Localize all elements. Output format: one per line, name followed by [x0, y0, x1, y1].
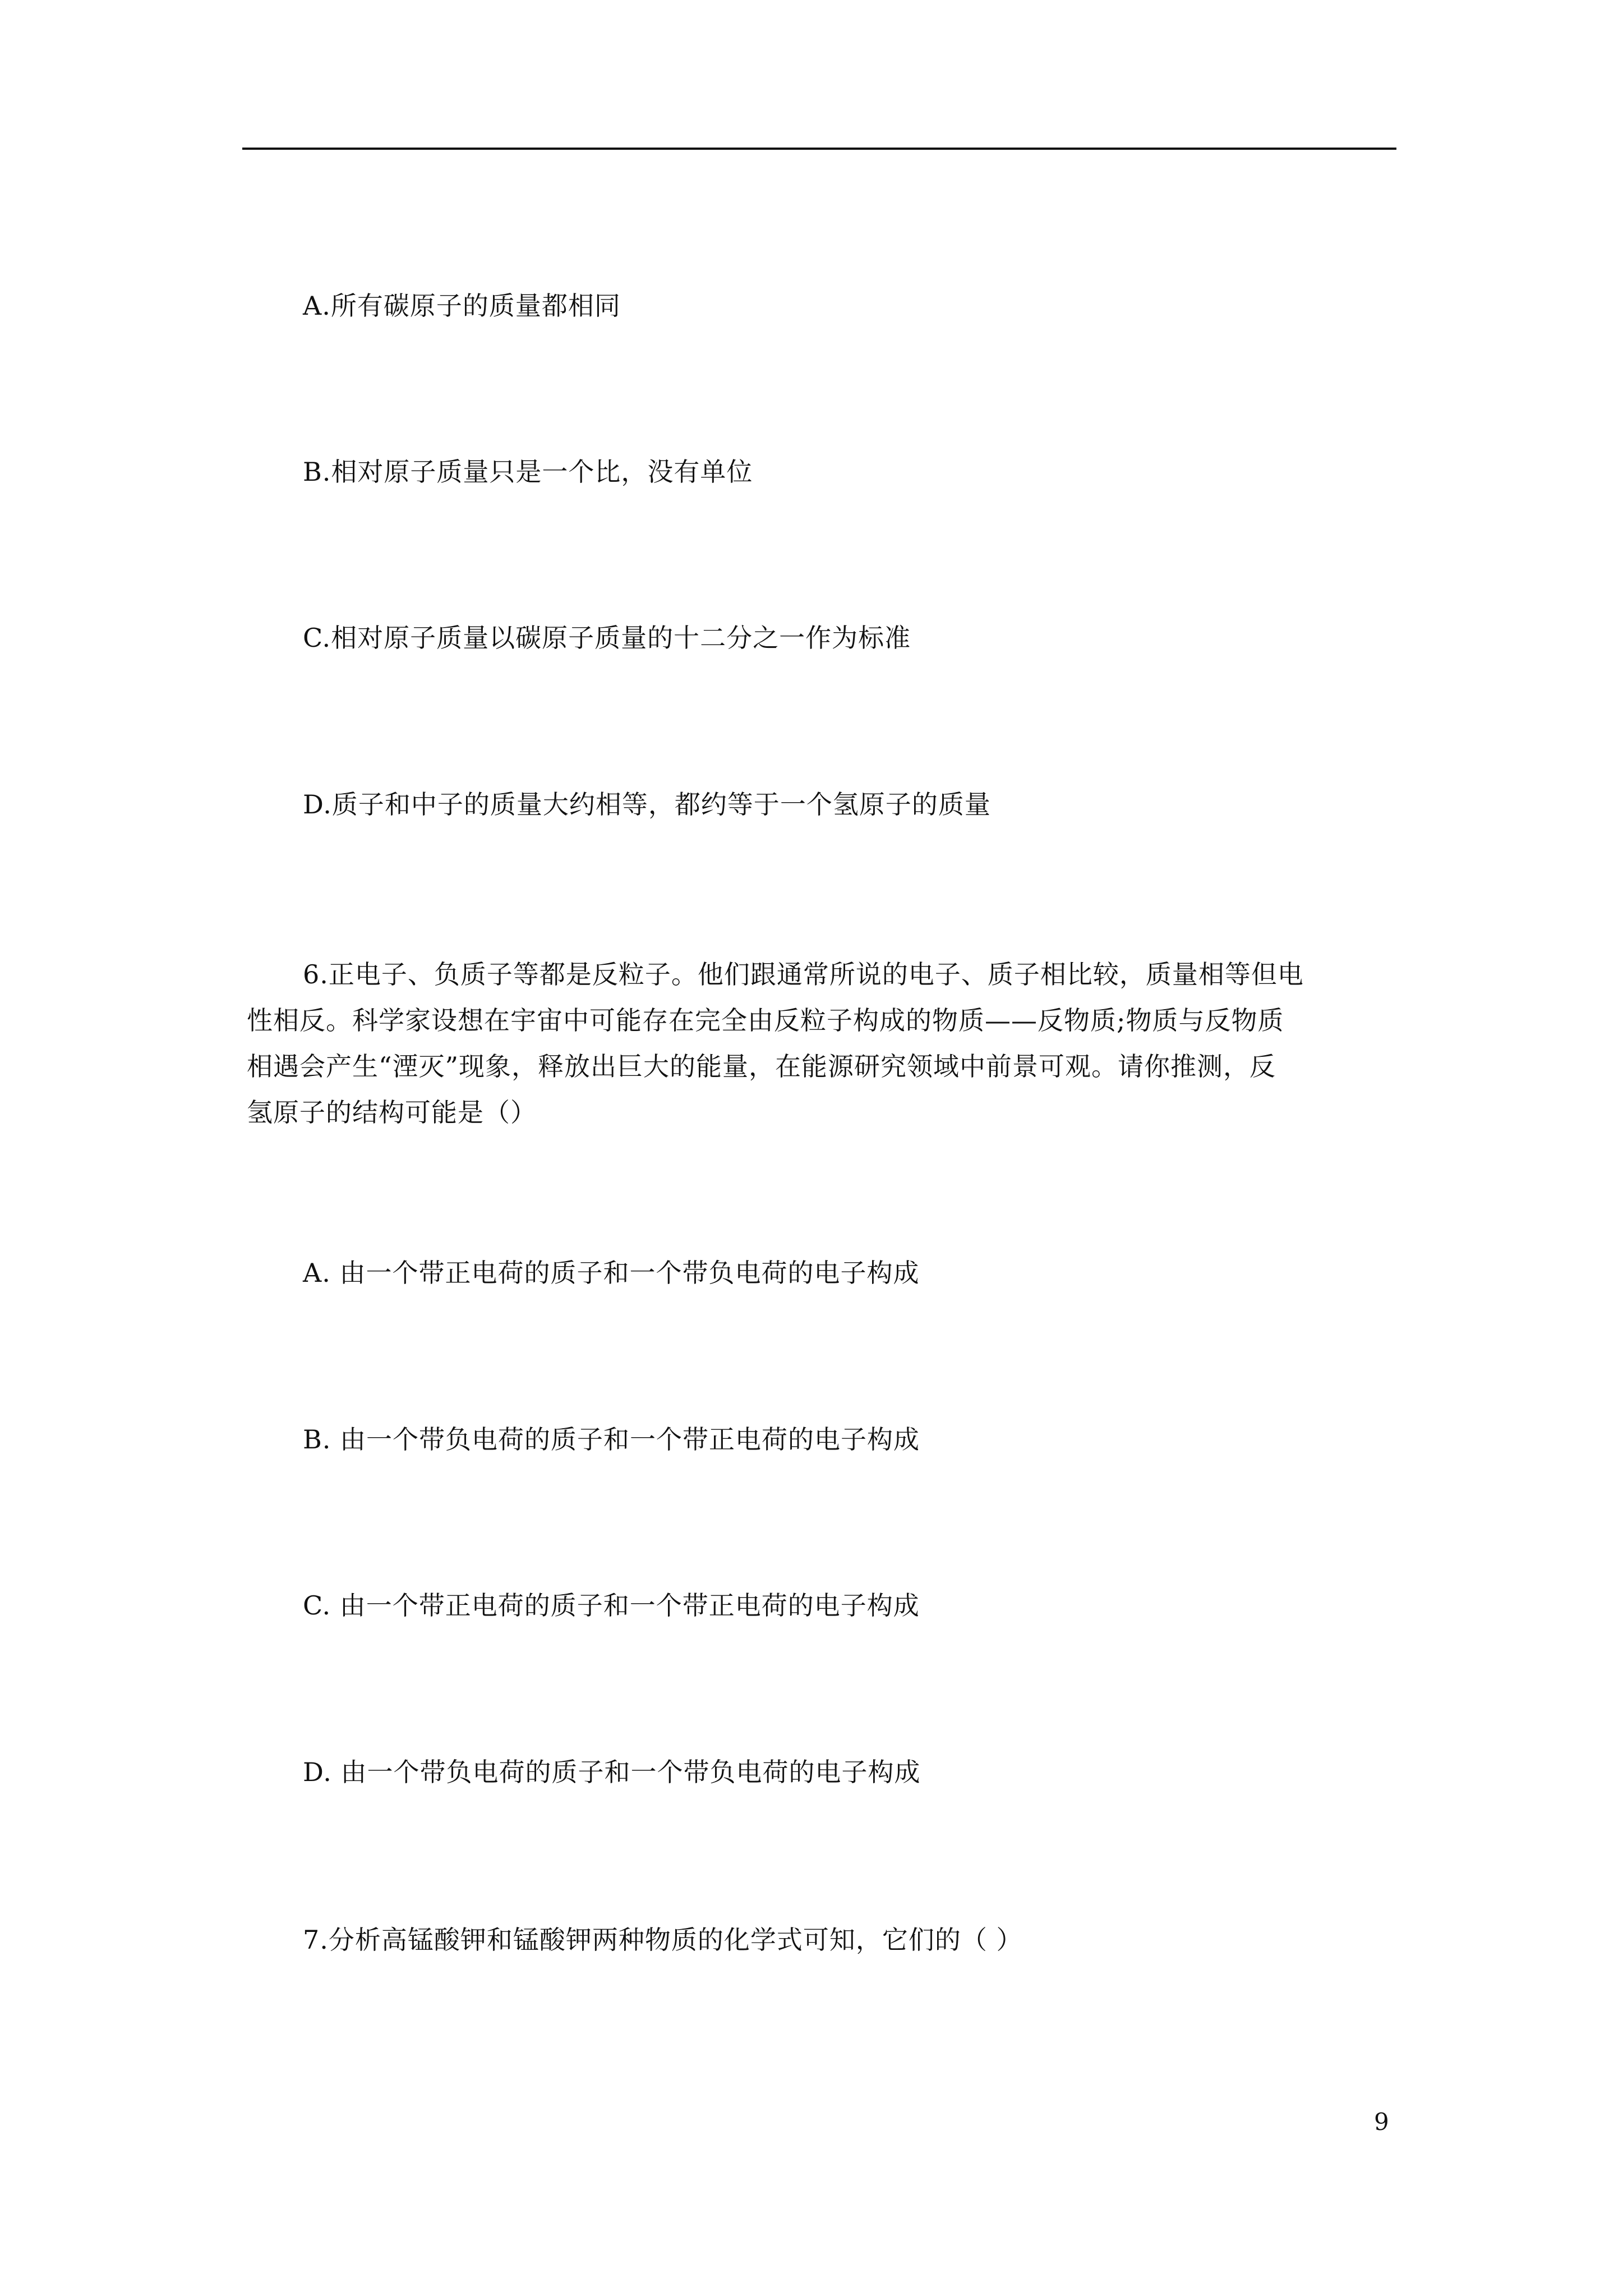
question-7-stem: 7.分析高锰酸钾和锰酸钾两种物质的化学式可知，它们的（ ） — [303, 1925, 1023, 1955]
q5-option-c: C.相对原子质量以碳原子质量的十二分之一作为标准 — [303, 623, 911, 653]
q6-line-3: 相遇会产生“湮灭”现象，释放出巨大的能量，在能源研究领域中前景可观。请你推测，反 — [247, 1051, 1276, 1082]
q5-option-d: D.质子和中子的质量大约相等，都约等于一个氢原子的质量 — [303, 789, 991, 820]
q5-option-a: A.所有碳原子的质量都相同 — [303, 291, 621, 321]
q6-option-c: C. 由一个带正电荷的质子和一个带正电荷的电子构成 — [303, 1590, 920, 1621]
q6-line-4: 氢原子的结构可能是（） — [247, 1097, 537, 1128]
header-rule — [242, 148, 1396, 150]
q6-option-a: A. 由一个带正电荷的质子和一个带负电荷的电子构成 — [303, 1258, 920, 1288]
q6-option-b: B. 由一个带负电荷的质子和一个带正电荷的电子构成 — [303, 1424, 920, 1455]
q6-line-1: 6.正电子、负质子等都是反粒子。他们跟通常所说的电子、质子相比较，质量相等但电 — [303, 959, 1304, 990]
page-number: 9 — [1374, 2108, 1389, 2136]
q6-line-2: 性相反。科学家设想在宇宙中可能存在完全由反粒子构成的物质——反物质;物质与反物质 — [247, 1005, 1284, 1036]
q6-option-d: D. 由一个带负电荷的质子和一个带负电荷的电子构成 — [303, 1757, 921, 1787]
q5-option-b: B.相对原子质量只是一个比，没有单位 — [303, 457, 753, 487]
